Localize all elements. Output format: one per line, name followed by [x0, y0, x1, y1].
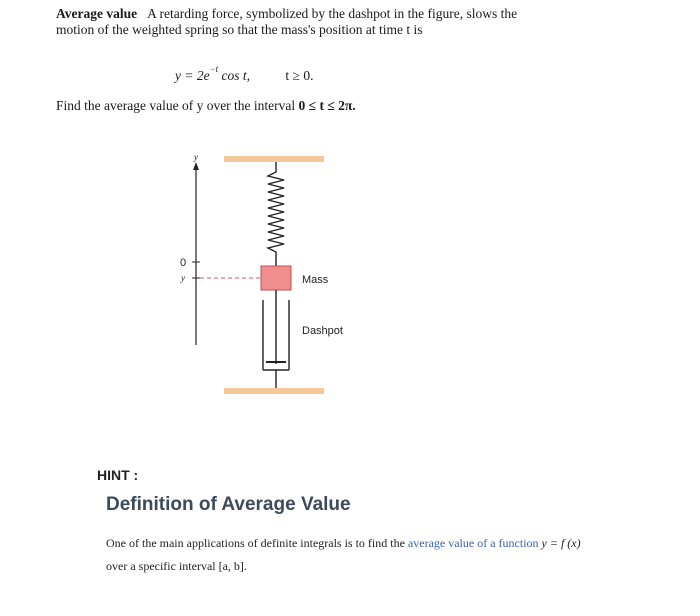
formula-condition: t ≥ 0. [285, 67, 314, 83]
definition-text [106, 532, 691, 578]
y-axis-arrow [193, 162, 199, 170]
mass-label: Mass [302, 274, 329, 286]
hint-label: HINT : [97, 467, 139, 483]
bottom-support [224, 388, 324, 394]
problem-text: A retarding force, symbolized by the dashpot in the figure, slows the motion of the weighted spring so that the mass's position at time t is [56, 6, 518, 37]
dashpot-label: Dashpot [302, 325, 343, 337]
question-interval: 0 ≤ t ≤ 2π. [298, 98, 356, 113]
question-text: Find the average value of y over the interval [56, 98, 299, 113]
formula-lhs: y = 2e [175, 67, 210, 83]
zero-tick-label: 0 [180, 257, 187, 269]
y-axis-label: y [194, 152, 198, 162]
definition-function: y = f (x) [538, 536, 581, 550]
formula-exponent: −t [209, 64, 219, 74]
definition-text-line2: over a specific interval [a, b]. [106, 559, 247, 573]
top-support [224, 156, 324, 162]
problem-title: Average value [56, 6, 138, 21]
definition-title: Definition of Average Value [106, 494, 351, 515]
formula-rest: cos t, [218, 67, 251, 83]
spring [268, 162, 284, 266]
y-tick-label: y [181, 273, 185, 283]
definition-text-start: One of the main applications of definite integrals is to find the [106, 536, 408, 550]
mass-block [261, 266, 291, 290]
average-value-link[interactable]: average value of a function [407, 536, 539, 550]
